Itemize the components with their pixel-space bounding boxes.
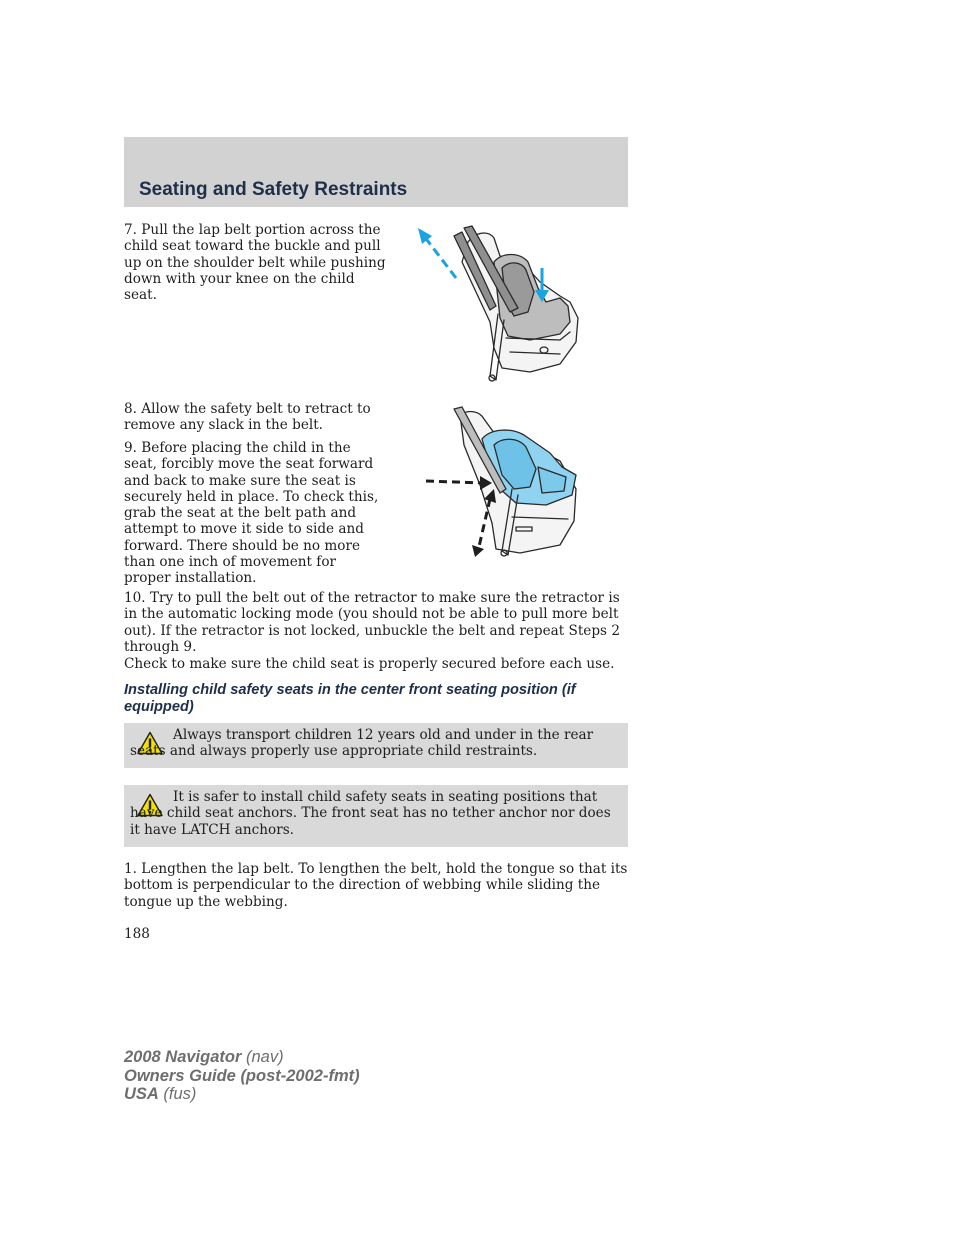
warning-2-text: It is safer to install child safety seats in seating positions that have child seat anchors. The front seat has no tether anchor nor does it have LATCH anchors. [130, 789, 611, 838]
footer-line-3: USA (fus) [124, 1085, 197, 1103]
warning-1-text: Always transport children 12 years old and under in the rear seats and always properly use appropriate child restraints. [130, 727, 594, 760]
step-1-text: 1. Lengthen the lap belt. To lengthen the belt, hold the tongue so that its bottom is perpendicular to the direction of webbing while sliding the tongue up the webbing. [124, 861, 628, 910]
child-seat-lap-belt-illustration [410, 222, 595, 390]
child-seat-movement-check-illustration [420, 405, 590, 565]
section-header [124, 137, 628, 207]
center-front-seating-subheading: Installing child safety seats in the center front seating position (if equipped) [124, 682, 576, 715]
check-secured-text: Check to make sure the child seat is properly secured before each use. [124, 656, 615, 672]
warning-box-2 [124, 785, 628, 847]
step-10-text: 10. Try to pull the belt out of the retractor to make sure the retractor is in the automatic locking mode (you should not be able to pull more belt out). If the retractor is not locked, unbuckle the belt and repeat Steps 2 through 9. [124, 590, 620, 655]
step-7-text: 7. Pull the lap belt portion across the child seat toward the buckle and pull up on the shoulder belt while pushing down with your knee on the child seat. [124, 222, 386, 304]
footer-line-2: Owners Guide (post-2002-fmt) [124, 1066, 360, 1085]
page-number: 188 [124, 926, 150, 942]
section-title: Seating and Safety Restraints [139, 179, 408, 200]
step-8-text: 8. Allow the safety belt to retract to remove any slack in the belt. [124, 401, 371, 434]
footer-line-1: 2008 Navigator (nav) [124, 1048, 284, 1066]
document-footer [124, 1048, 360, 1104]
warning-box-1 [124, 723, 628, 768]
step-9-text: 9. Before placing the child in the seat, forcibly move the seat forward and back to make sure the seat is securely held in place. To check this, grab the seat at the belt path and attempt to move it side to side and forward. There should be no more than one inch of movement for proper installation. [124, 440, 379, 587]
